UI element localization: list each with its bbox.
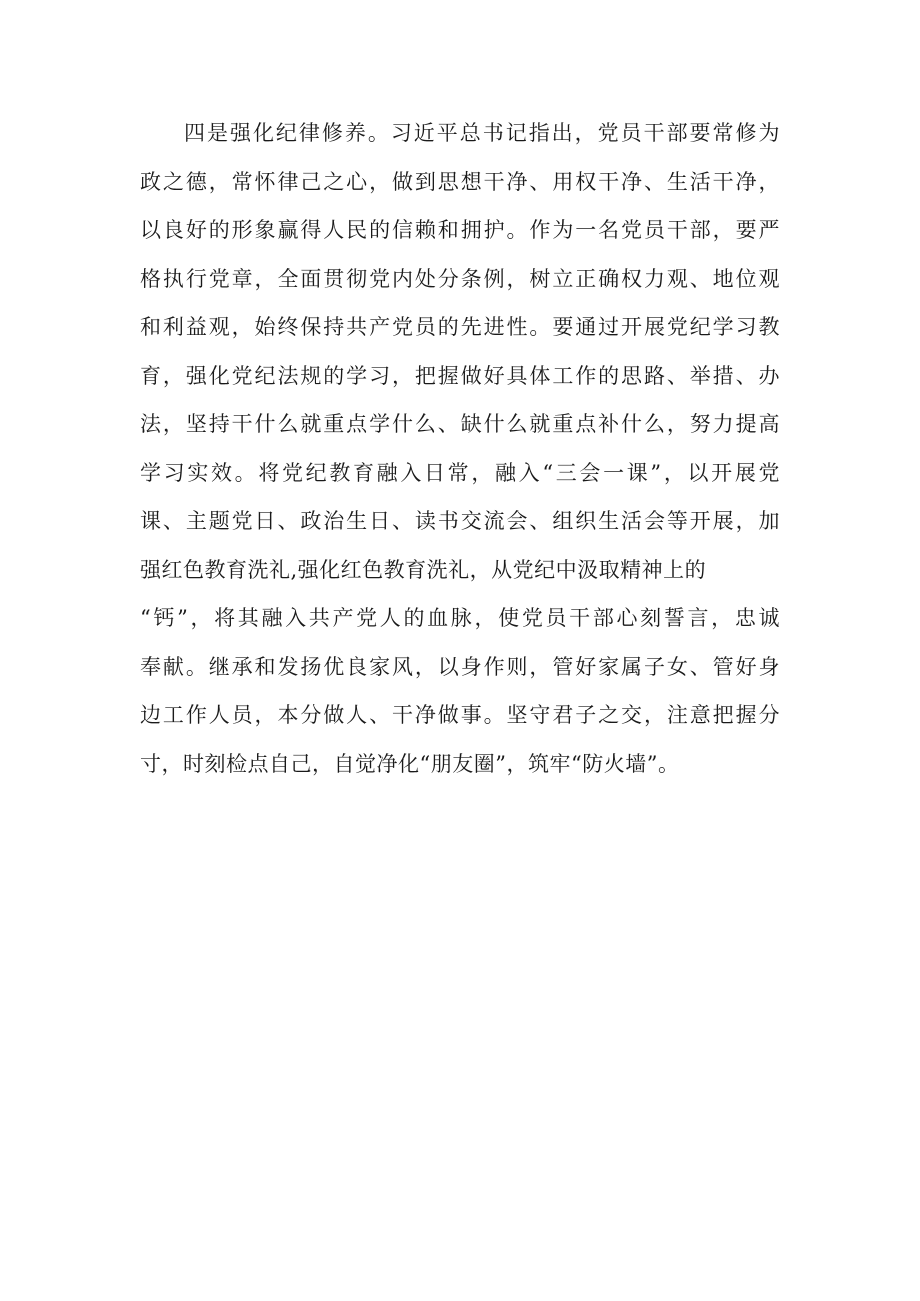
paragraph-line: 和利益观，始终保持共产党员的先进性。要通过开展党纪学习教 xyxy=(140,315,780,339)
paragraph-line: 育，强化党纪法规的学习，把握做好具体工作的思路、举措、办 xyxy=(140,363,780,388)
paragraph-line: 四是强化纪律修养。习近平总书记指出，党员干部要常修为 xyxy=(184,121,780,145)
paragraph-line: 课、主题党日、政治生日、读书交流会、组织生活会等开展，加 xyxy=(140,509,780,533)
paragraph-line: 寸，时刻检点自己，自觉净化“朋友圈”，筑牢“防火墙”。 xyxy=(140,751,680,776)
paragraph-line: 学习实效。将党纪教育融入日常，融入“三会一课”，以开展党 xyxy=(140,460,780,485)
paragraph-line: 法，坚持干什么就重点学什么、缺什么就重点补什么，努力提高 xyxy=(140,412,780,436)
paragraph-line: 强红色教育洗礼,强化红色教育洗礼，从党纪中汲取精神上的 xyxy=(140,557,707,582)
paragraph-line: 格执行党章，全面贯彻党内处分条例，树立正确权力观、地位观 xyxy=(140,266,780,291)
paragraph xyxy=(140,109,780,788)
paragraph-line: 以良好的形象赢得人民的信赖和拥护。作为一名党员干部，要严 xyxy=(140,218,780,242)
paragraph-line: 边工作人员，本分做人、干净做事。坚守君子之交，注意把握分 xyxy=(140,703,780,727)
paragraph-line: 政之德，常怀律己之心，做到思想干净、用权干净、生活干净， xyxy=(140,169,780,194)
paragraph-line: “钙”，将其融入共产党人的血脉，使党员干部心刻誓言，忠诚 xyxy=(140,606,780,630)
paragraph-line: 奉献。继承和发扬优良家风，以身作则，管好家属子女、管好身 xyxy=(140,654,780,679)
